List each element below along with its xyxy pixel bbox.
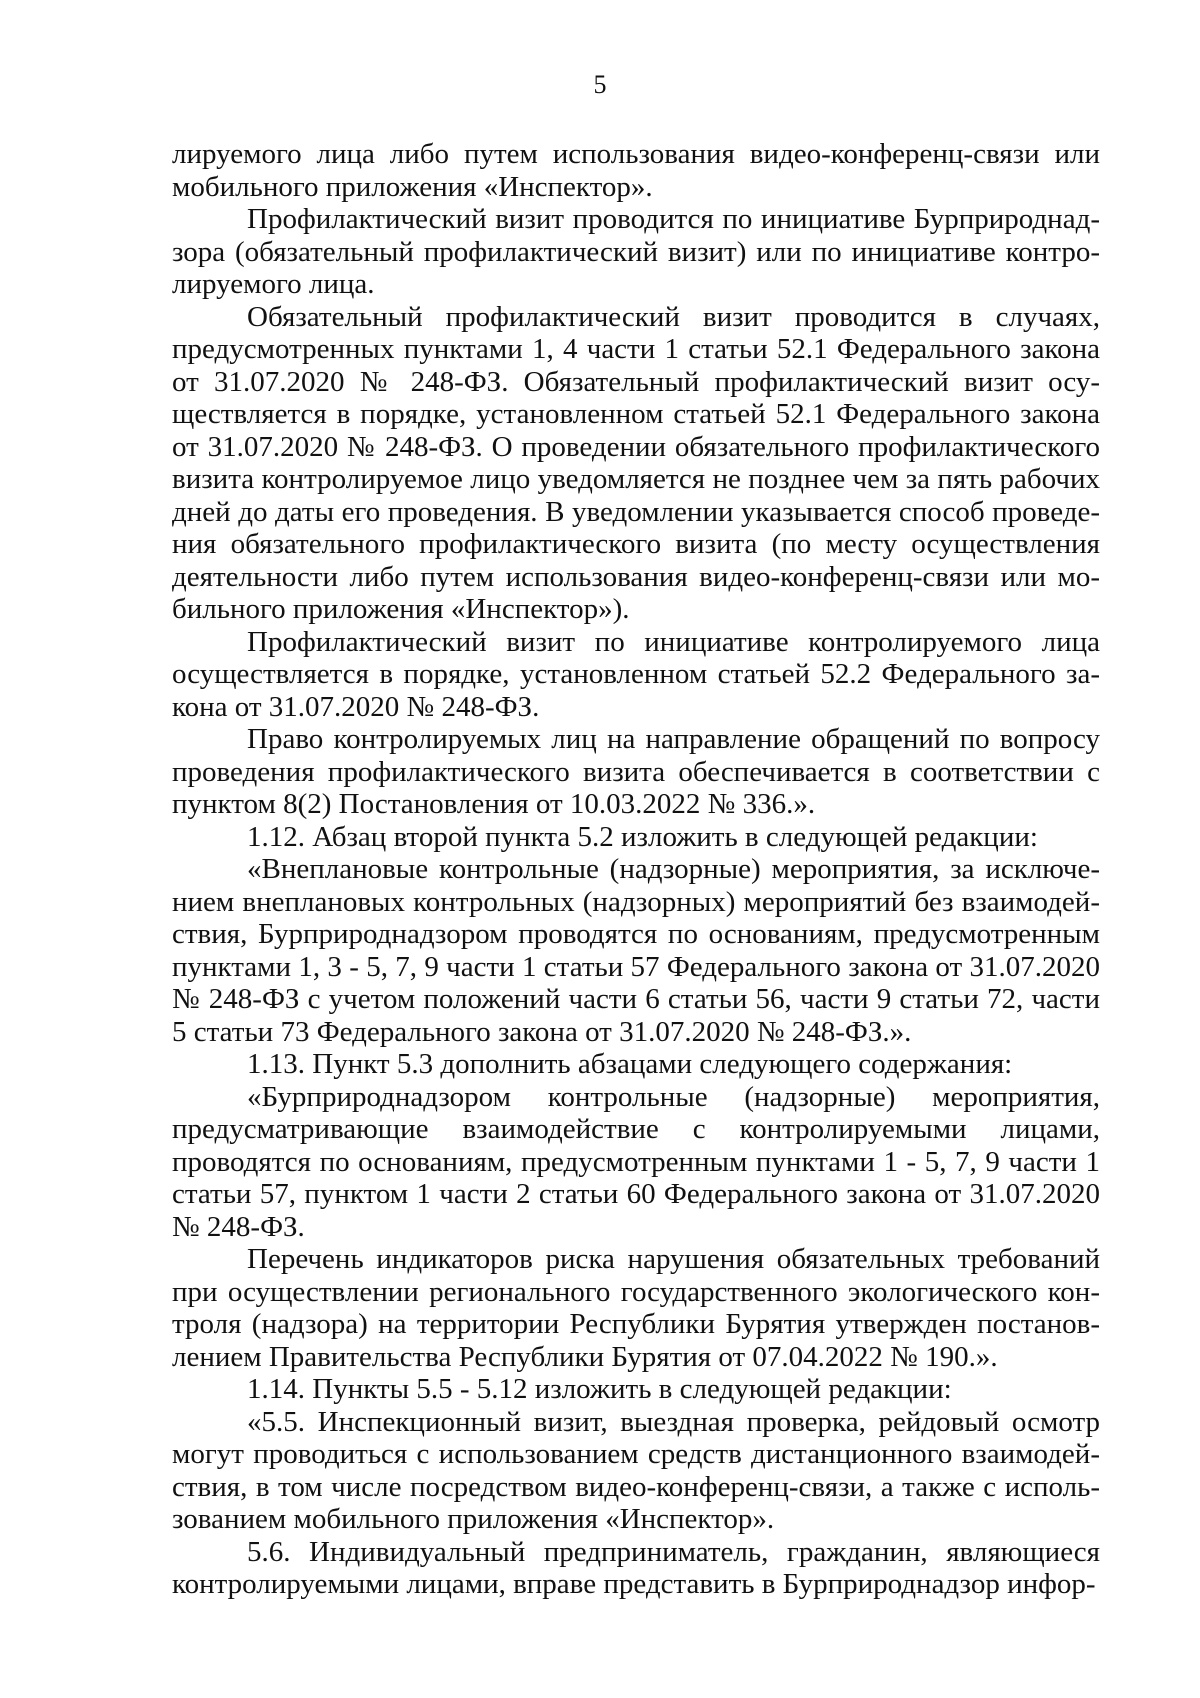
paragraph-visit-by-request: Профилактический визит по инициативе контролируемого лица осуществляется в порядке, установленном статьей 52.2 Федерального закона от 31.07.2020 № 248-ФЗ. bbox=[172, 625, 1100, 723]
paragraph-item-1-14: 1.14. Пункты 5.5 - 5.12 изложить в следующей редакции: bbox=[247, 1373, 952, 1405]
paragraph-item-1-13: 1.13. Пункт 5.3 дополнить абзацами следующего содержания: bbox=[247, 1048, 1013, 1080]
paragraph-right-to-request: Право контролируемых лиц на направление обращений по вопросу проведения профилактического визита обеспечивается в соответствии с пунктом 8(2) Постановления от 10.03.2022 № 336.». bbox=[172, 723, 1100, 820]
paragraph-mandatory-visit: Обязательный профилактический визит проводится в случаях, предусмотренных пунктами 1, 4 части 1 статьи 52.1 Федерального закона от 31.07.2020 № 248-ФЗ. Обязательный профилактический визит осуществляется в порядке, установленном статьей 52.1 Федерального закона от 31.07.2020 № 248-ФЗ. О проведении обязательного профилактического визита контролируемое лицо уведомляется не позднее чем за пять рабочих дней до даты его проведения. В уведомлении указывается способ проведения обязательного профилактического визита (по месту осуществления деятельности либо путем использования видео-конференц-связи или мобильного приложения «Инспектор»). bbox=[172, 300, 1100, 625]
paragraph-item-5-6: 5.6. Индивидуальный предприниматель, гражданин, являющиеся контролируемыми лицами, вправе представить в Бурприроднадзор инфор- bbox=[172, 1535, 1100, 1600]
paragraph-item-1-12: 1.12. Абзац второй пункта 5.2 изложить в следующей редакции: bbox=[247, 820, 1038, 853]
paragraph-interaction-measures: «Бурприроднадзором контрольные (надзорные) мероприятия, предусматривающие взаимодействие с контролируемыми лицами, проводятся по основаниям, предусмотренным пунктами 1 - 5, 7, 9 части 1 статьи 57, пунктом 1 части 2 статьи 60 Федерального закона от 31.07.2020 № 248-ФЗ. bbox=[172, 1080, 1100, 1243]
paragraph-item-5-5: «5.5. Инспекционный визит, выездная проверка, рейдовый осмотр могут проводиться с использованием средств дистанционного взаимодействия, в том числе посредством видео-конференц-связи, а также с использованием мобильного приложения «Инспектор». bbox=[172, 1405, 1100, 1535]
document-body bbox=[172, 138, 1100, 1601]
paragraph-risk-indicators: Перечень индикаторов риска нарушения обязательных требований при осуществлении регионального государственного экологического контроля (надзора) на территории Республики Бурятия утвержден постановлением Правительства Республики Бурятия от 07.04.2022 № 190.». bbox=[172, 1243, 1100, 1373]
paragraph-continuation: лируемого лица либо путем использования видео-конференц-связи или мобильного приложения «Инспектор». bbox=[172, 138, 1100, 203]
paragraph-visit-initiative: Профилактический визит проводится по инициативе Бурприроднадзора (обязательный профилактический визит) или по инициативе контролируемого лица. bbox=[172, 203, 1100, 300]
paragraph-unscheduled-measures: «Внеплановые контрольные (надзорные) мероприятия, за исключением внеплановых контрольных (надзорных) мероприятий без взаимодействия, Бурприроднадзором проводятся по основаниям, предусмотренным пунктами 1, 3 - 5, 7, 9 части 1 статьи 57 Федерального закона от 31.07.2020 № 248-ФЗ с учетом положений части 6 статьи 56, части 9 статьи 72, части 5 статьи 73 Федерального закона от 31.07.2020 № 248-ФЗ.». bbox=[172, 853, 1100, 1048]
page-number: 5 bbox=[593, 70, 607, 99]
